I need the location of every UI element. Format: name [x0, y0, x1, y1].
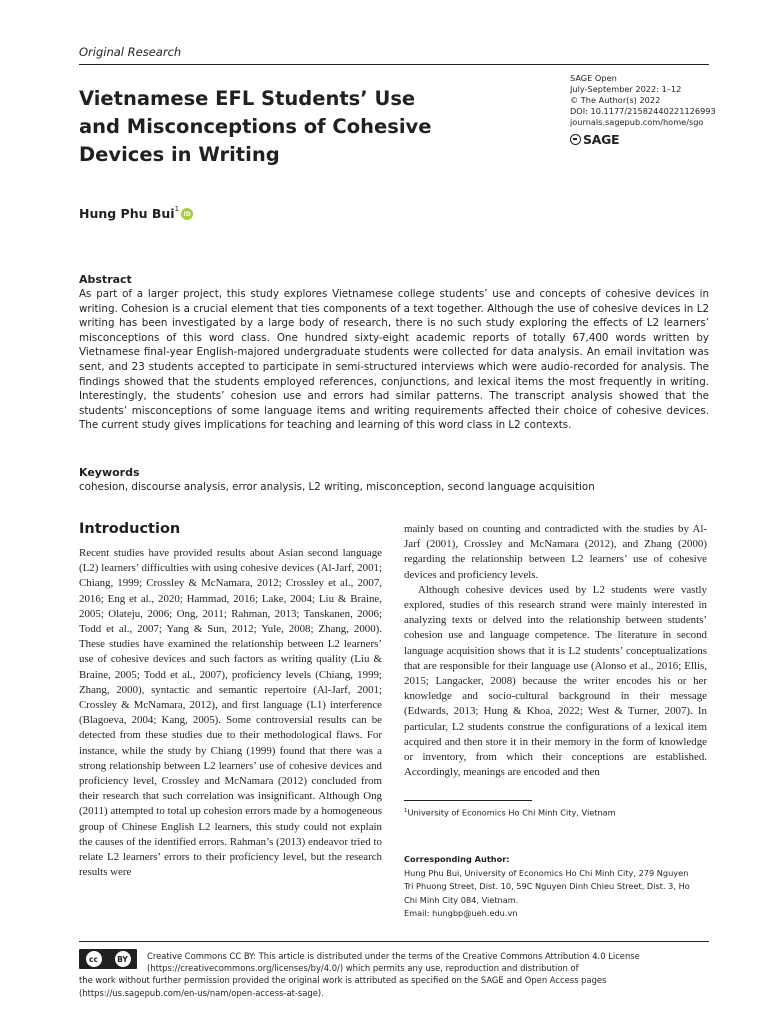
right-column [404, 522, 707, 780]
intro-paragraph-1: Recent studies have provided results about Asian second language (L2) learners’ difficulties with using cohesive devices (Al-Jarf, 2001; Chiang, 1999; Crossley & McNamara, 2012; Crossley et al., 2007, 2016; Eng et al., 2020; Hammad, 2016; Lake, 2004; Liu & Braine, 2005; Olateju, 2006; Ong, 2011; Rahman, 2013; Tanskanen, 2006; Todd et al., 2007; Yang & Sun, 2012; Yule, 2008; Zhang, 2000). These studies have examined the relationship between L2 learners’ use of cohesive devices and such factors as writing quality (Liu & Braine, 2005; Todd et al., 2007), proficiency levels (Chiang, 1999; Zhang, 2000), syntactic and semantic repertoire (Al-Jarf, 2001; Crossley & McNamara, 2012), and first language (L1) interference (Blagoeva, 2004; Kang, 2005). Some controversial results can be detected from these studies due to their methodological flaws. For instance, while the study by Chiang (1999) found that there was a strong relationship between L2 learners’ use of cohesive devices and proficiency level, Crossley and McNamara (2012) concluded from their research that such correlation was insignificant. Although Ong (2011) attempted to total up cohesion errors made by a homogeneous group of Chinese English L2 learners, this study could not explain the causes of the identified errors. Rahman’s (2013) endeavor tried to relate L2 learners’ errors to their proficiency level, but the research results were [79, 547, 382, 879]
footnote-rule [404, 800, 532, 801]
title-line-2: and Misconceptions of Cohesive [79, 115, 432, 138]
keywords-text: cohesion, discourse analysis, error analysis, L2 writing, misconception, second language acquisition [79, 481, 595, 493]
license-text [79, 950, 709, 999]
sage-mark-icon [570, 134, 581, 145]
section-label: Original Research [79, 45, 182, 59]
orcid-icon[interactable]: iD [181, 208, 193, 220]
author-line [79, 206, 193, 221]
sage-logo-text: SAGE [583, 132, 620, 147]
author-name: Hung Phu Bui [79, 206, 175, 221]
keywords-section [79, 465, 709, 495]
intro-paragraph-continued: mainly based on counting and contradicted with the studies by Al-Jarf (2001), Crossley and McNamara (2012), and Zhang (2000) regarding the relationship between L2 learners’ use of cohesive devices and proficiency levels. [404, 523, 707, 581]
sage-logo [570, 132, 619, 147]
corresponding-label: Corresponding Author: [404, 854, 510, 864]
author-affil-mark: 1 [174, 205, 180, 213]
keywords-heading: Keywords [79, 466, 140, 479]
journal-copyright: © The Author(s) 2022 [570, 95, 661, 105]
abstract-section [79, 272, 709, 433]
title-line-3: Devices in Writing [79, 143, 280, 166]
journal-info [570, 73, 730, 128]
corresponding-address-1: Tri Phuong Street, Dist. 10, 59C Nguyen Dinh Chieu Street, Dist. 3, Ho [404, 881, 690, 891]
corresponding-name: Hung Phu Bui, University of Economics Ho Chi Minh City, 279 Nguyen [404, 867, 689, 878]
affiliation-text: University of Economics Ho Chi Minh City, Vietnam [407, 807, 616, 818]
journal-issue: July-September 2022: 1–12 [570, 84, 682, 94]
abstract-text: As part of a larger project, this study explores Vietnamese college students’ use and concepts of cohesive devices in writing. Cohesion is a crucial element that ties components of a text together. Although the use of cohesive devices in L2 writing has been investigated by a large body of research, there is no such study exploring the effects of L2 learners’ misconceptions of this word class. One hundred sixty-eight academic reports of totally 67,400 words written by Vietnamese final-year English-majored undergraduate students were collected for data analysis. An email invitation was sent, and 23 students accepted to participate in semi-structured interviews which were audio-recorded for analysis. The findings showed that the students employed references, conjunctions, and lexical items the most frequently in writing. Interestingly, the students’ cohesion use and errors had similar patterns. The transcript analysis showed that the students’ misconceptions of some language items and writing requirements affected their choice of cohesive devices. The current study gives implications for teaching and learning of this word class in L2 contexts. [79, 288, 709, 432]
title-line-1: Vietnamese EFL Students’ Use [79, 87, 416, 110]
affiliation-footnote [404, 806, 707, 819]
journal-name: SAGE Open [570, 73, 617, 83]
affil-footnote-mark: 1 [404, 808, 408, 814]
introduction-heading: Introduction [79, 521, 181, 537]
left-column [79, 520, 382, 880]
license-line-3: the work without further permission provided the original work is attributed as specified on the SAGE and Open Access pages [79, 975, 607, 986]
intro-paragraph-2: Although cohesive devices used by L2 students were vastly explored, studies of this research strand were mainly interested in analyzing texts or delved into the relationship between students’ cohesion use and language competence. The literature in second language acquisition shows that it is L2 students’ conceptualizations that are responsible for their language use (Alonso et al., 2016; Ellis, 2015; Langacker, 2008) because the writer encodes his or her knowledge and socio-cultural background in their message (Edwards, 2013; Hung & Khoa, 2022; West & Turner, 2007). In particular, L2 students construe the configurations of a lexical item acquired and then store it in their memory in the form of knowledge or inventory, from which their conceptions are established. Accordingly, meanings are encoded and then [404, 583, 707, 779]
corresponding-address-2: Chi Minh City 084, Vietnam. [404, 894, 519, 905]
by-icon: BY [115, 951, 131, 967]
corresponding-email[interactable]: Email: hungbp@ueh.edu.vn [404, 908, 518, 918]
journal-doi[interactable]: DOI: 10.1177/21582440221126993 [570, 106, 716, 116]
abstract-heading: Abstract [79, 273, 132, 286]
header-rule [79, 64, 709, 65]
corresponding-author [404, 853, 707, 921]
journal-url[interactable]: journals.sagepub.com/home/sgo [570, 117, 704, 127]
license-line-1: Creative Commons CC BY: This article is distributed under the terms of the Creative Commons Attribution 4.0 License [147, 951, 640, 961]
license-line-4[interactable]: (https://us.sagepub.com/en-us/nam/open-access-at-sage). [79, 987, 324, 998]
cc-icon: cc [86, 951, 102, 967]
license-rule [79, 941, 709, 942]
paper-title [79, 85, 459, 169]
license-line-2[interactable]: (https://creativecommons.org/licenses/by/4.0/) which permits any use, reproduction and distribution of [147, 963, 579, 974]
